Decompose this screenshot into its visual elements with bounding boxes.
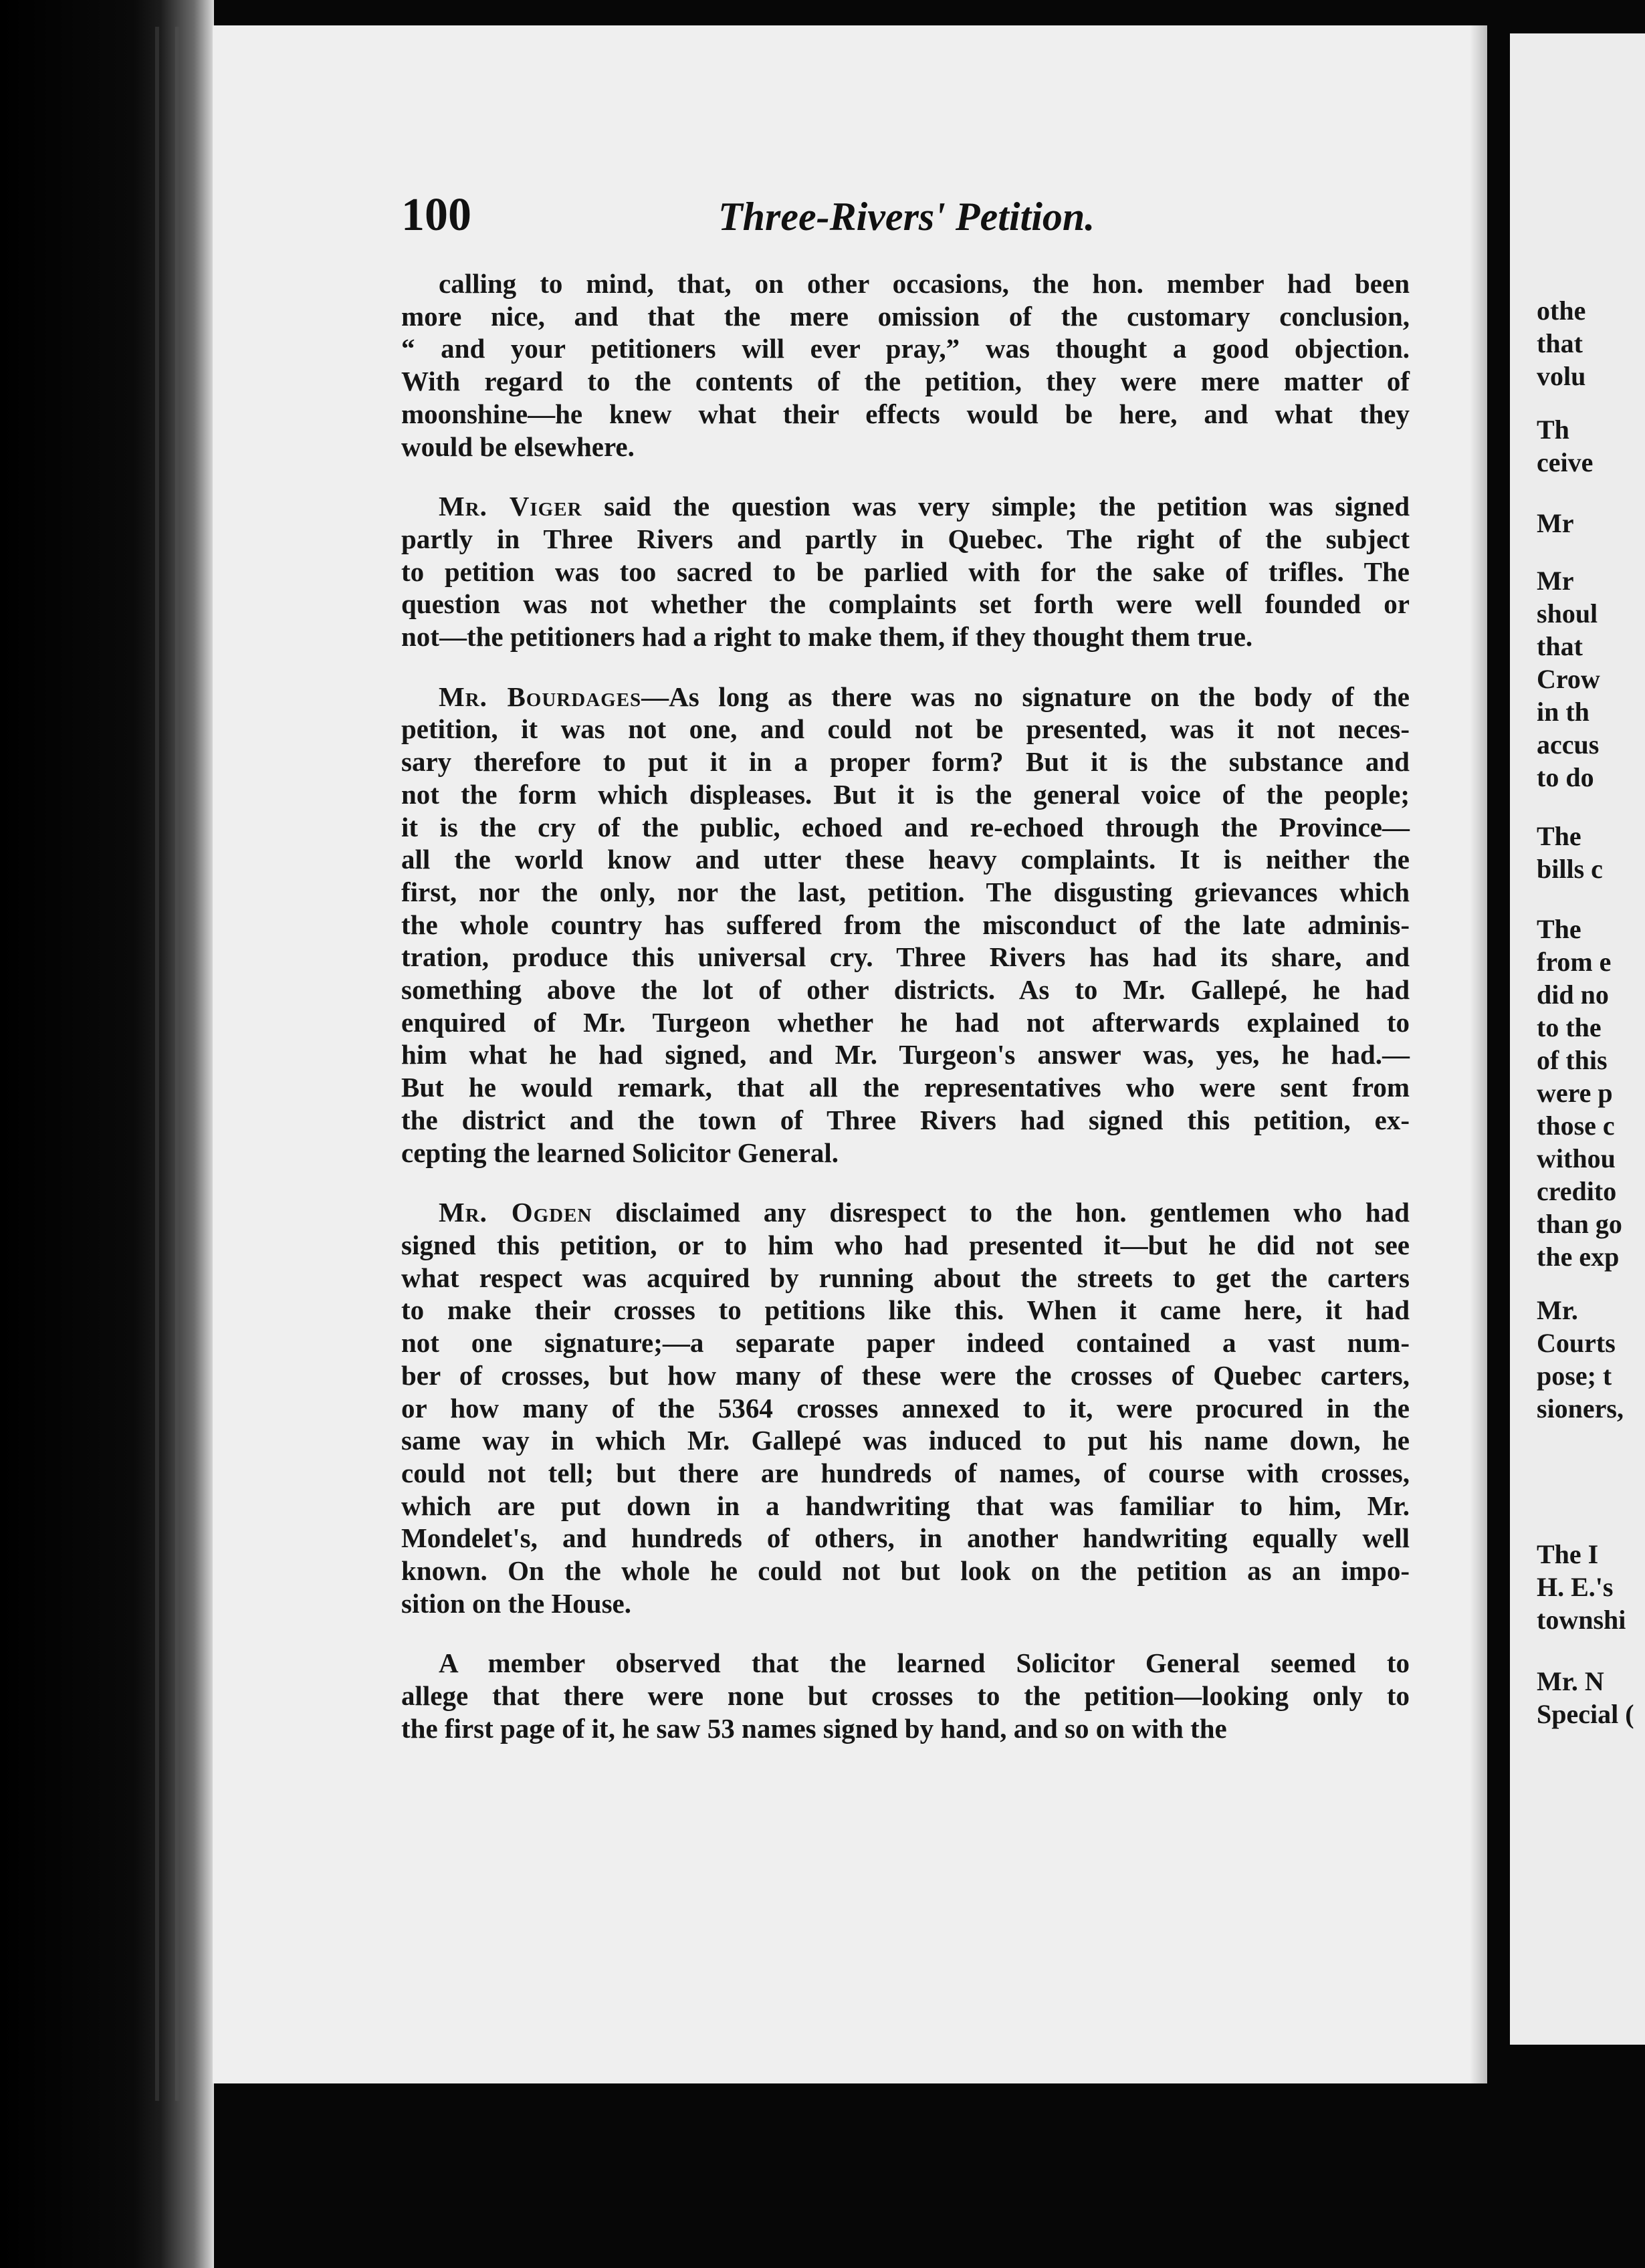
paragraph bbox=[401, 490, 1410, 653]
text-line: same way in which Mr. Gallepé was induced to put his name down, he bbox=[401, 1425, 1410, 1456]
facing-page-line: The I bbox=[1537, 1539, 1599, 1569]
text-line: to make their crosses to petitions like this. When it came here, it had bbox=[401, 1294, 1410, 1326]
facing-page-line: credito bbox=[1537, 1176, 1617, 1206]
facing-page-line: from e bbox=[1537, 947, 1612, 977]
paragraph-gap bbox=[401, 463, 1410, 490]
text-line: allege that there were none but crosses to the petition—looking only to bbox=[401, 1680, 1410, 1712]
paragraph bbox=[401, 267, 1410, 463]
text-line: ber of crosses, but how many of these were the crosses of Quebec carters, bbox=[401, 1359, 1410, 1391]
facing-page-line: sioners, bbox=[1537, 1393, 1624, 1424]
text-line: But he would remark, that all the representatives who were sent from bbox=[401, 1072, 1410, 1103]
facing-page-line: the exp bbox=[1537, 1242, 1620, 1272]
text-line: cepting the learned Solicitor General. bbox=[401, 1137, 839, 1168]
paragraph-gap bbox=[401, 1169, 1410, 1196]
facing-page-line: Special ( bbox=[1537, 1699, 1634, 1729]
text-line: not one signature;—a separate paper indeed contained a vast num- bbox=[401, 1327, 1410, 1359]
speaker-name: Mr. Viger bbox=[439, 491, 582, 522]
text-line: it is the cry of the public, echoed and re-echoed through the Province— bbox=[401, 811, 1410, 842]
paragraph-gap bbox=[401, 653, 1410, 681]
text-line: question was not whether the complaints set forth were well founded or bbox=[401, 588, 1410, 620]
facing-page-line: Mr bbox=[1537, 508, 1574, 538]
facing-page-line: ceive bbox=[1537, 447, 1594, 477]
facing-page-line: than go bbox=[1537, 1209, 1622, 1239]
text-line: tration, produce this universal cry. Three Rivers has had its share, and bbox=[401, 941, 1410, 973]
text-line: more nice, and that the mere omission of the customary conclusion, bbox=[401, 300, 1410, 332]
text-line: him what he had signed, and Mr. Turgeon's answer was, yes, he had.— bbox=[401, 1039, 1410, 1070]
page-body-text bbox=[401, 267, 1410, 1745]
binding-gutter bbox=[0, 0, 214, 2268]
text-line: not the form which displeases. But it is the general voice of the people; bbox=[401, 778, 1410, 810]
text-line: known. On the whole he could not but look on the petition as an impo- bbox=[401, 1555, 1410, 1587]
facing-page-line: that bbox=[1537, 631, 1583, 661]
facing-page-line: that bbox=[1537, 328, 1583, 358]
text-line: or how many of the 5364 crosses annexed to it, were procured in the bbox=[401, 1392, 1410, 1424]
text-line: the district and the town of Three Rivers had signed this petition, ex- bbox=[401, 1104, 1410, 1135]
facing-page-line: to do bbox=[1537, 762, 1594, 792]
text-line: “ and your petitioners will ever pray,” was thought a good objection. bbox=[401, 333, 1410, 364]
facing-page-line: Crow bbox=[1537, 664, 1600, 694]
text-line: sition on the House. bbox=[401, 1587, 631, 1619]
facing-page-line: H. E.'s bbox=[1537, 1572, 1614, 1602]
text-line: moonshine—he knew what their effects would be here, and what they bbox=[401, 398, 1410, 429]
text-line: all the world know and utter these heavy complaints. It is neither the bbox=[401, 844, 1410, 875]
paragraph bbox=[401, 1647, 1410, 1744]
speaker-name: Mr. Ogden bbox=[439, 1197, 592, 1228]
facing-page-line: withou bbox=[1537, 1143, 1616, 1173]
text-line: Mr. Ogden disclaimed any disrespect to the hon. gentlemen who had bbox=[439, 1197, 1410, 1228]
facing-page-line: accus bbox=[1537, 729, 1600, 760]
text-line: signed this petition, or to him who had presented it—but he did not see bbox=[401, 1229, 1410, 1260]
facing-page-line: Mr bbox=[1537, 566, 1574, 596]
facing-page-line: Courts bbox=[1537, 1328, 1616, 1358]
paragraph-gap bbox=[401, 1619, 1410, 1647]
facing-page-line: did no bbox=[1537, 980, 1609, 1010]
facing-page-line: shoul bbox=[1537, 598, 1598, 629]
text-line: Mondelet's, and hundreds of others, in another handwriting equally well bbox=[401, 1522, 1410, 1554]
text-line: which are put down in a handwriting that was familiar to him, Mr. bbox=[401, 1490, 1410, 1521]
facing-page-line: Mr. N bbox=[1537, 1666, 1604, 1696]
facing-page-line: in th bbox=[1537, 697, 1589, 727]
text-line: could not tell; but there are hundreds of names, of course with crosses, bbox=[401, 1457, 1410, 1488]
facing-page-line: Mr. bbox=[1537, 1295, 1578, 1325]
text-line: With regard to the contents of the petition, they were mere matter of bbox=[401, 366, 1410, 397]
text-line: partly in Three Rivers and partly in Quebec. The right of the subject bbox=[401, 523, 1410, 554]
facing-page-line: those c bbox=[1537, 1111, 1615, 1141]
facing-page-line: volu bbox=[1537, 361, 1586, 391]
text-line: sary therefore to put it in a proper form? But it is the substance and bbox=[401, 746, 1410, 778]
facing-page-line: pose; t bbox=[1537, 1361, 1612, 1391]
gutter-shadow bbox=[155, 27, 159, 2101]
facing-page-line: The bbox=[1537, 914, 1581, 944]
text-line: petition, it was not one, and could not be presented, was it not neces- bbox=[401, 713, 1410, 745]
facing-page-line: of this bbox=[1537, 1045, 1608, 1075]
facing-page-line: Th bbox=[1537, 415, 1569, 445]
text-line: to petition was too sacred to be parlied with for the sake of trifles. The bbox=[401, 556, 1410, 587]
text-line: the whole country has suffered from the misconduct of the late adminis- bbox=[401, 909, 1410, 940]
paragraph bbox=[401, 681, 1410, 1169]
gutter-shadow bbox=[175, 27, 179, 2101]
text-line: Mr. Viger said the question was very simple; the petition was signed bbox=[439, 491, 1410, 522]
facing-page-line: to the bbox=[1537, 1012, 1602, 1042]
text-line: what respect was acquired by running about the streets to get the carters bbox=[401, 1262, 1410, 1293]
text-line: first, nor the only, nor the last, petition. The disgusting grievances which bbox=[401, 876, 1410, 907]
running-title: Three-Rivers' Petition. bbox=[718, 195, 1095, 239]
page-number: 100 bbox=[401, 189, 471, 241]
facing-page-line: othe bbox=[1537, 296, 1586, 326]
speaker-name: Mr. Bourdages bbox=[439, 681, 642, 712]
text-line: enquired of Mr. Turgeon whether he had not afterwards explained to bbox=[401, 1006, 1410, 1038]
text-line: something above the lot of other districts. As to Mr. Gallepé, he had bbox=[401, 974, 1410, 1006]
facing-page-line: were p bbox=[1537, 1078, 1613, 1108]
page-edge-shadow bbox=[1470, 25, 1487, 2083]
facing-page-line: bills c bbox=[1537, 854, 1603, 884]
text-line: not—the petitioners had a right to make them, if they thought them true. bbox=[401, 621, 1253, 653]
facing-page-line: townshi bbox=[1537, 1605, 1626, 1635]
text-line: would be elsewhere. bbox=[401, 431, 635, 462]
text-line: Mr. Bourdages—As long as there was no signature on the body of the bbox=[439, 681, 1410, 712]
text-line: A member observed that the learned Solicitor General seemed to bbox=[439, 1648, 1410, 1679]
facing-page-line: The bbox=[1537, 821, 1581, 851]
paragraph bbox=[401, 1196, 1410, 1619]
text-line: calling to mind, that, on other occasions, the hon. member had been bbox=[439, 268, 1410, 299]
text-line: the first page of it, he saw 53 names signed by hand, and so on with the bbox=[401, 1712, 1227, 1744]
